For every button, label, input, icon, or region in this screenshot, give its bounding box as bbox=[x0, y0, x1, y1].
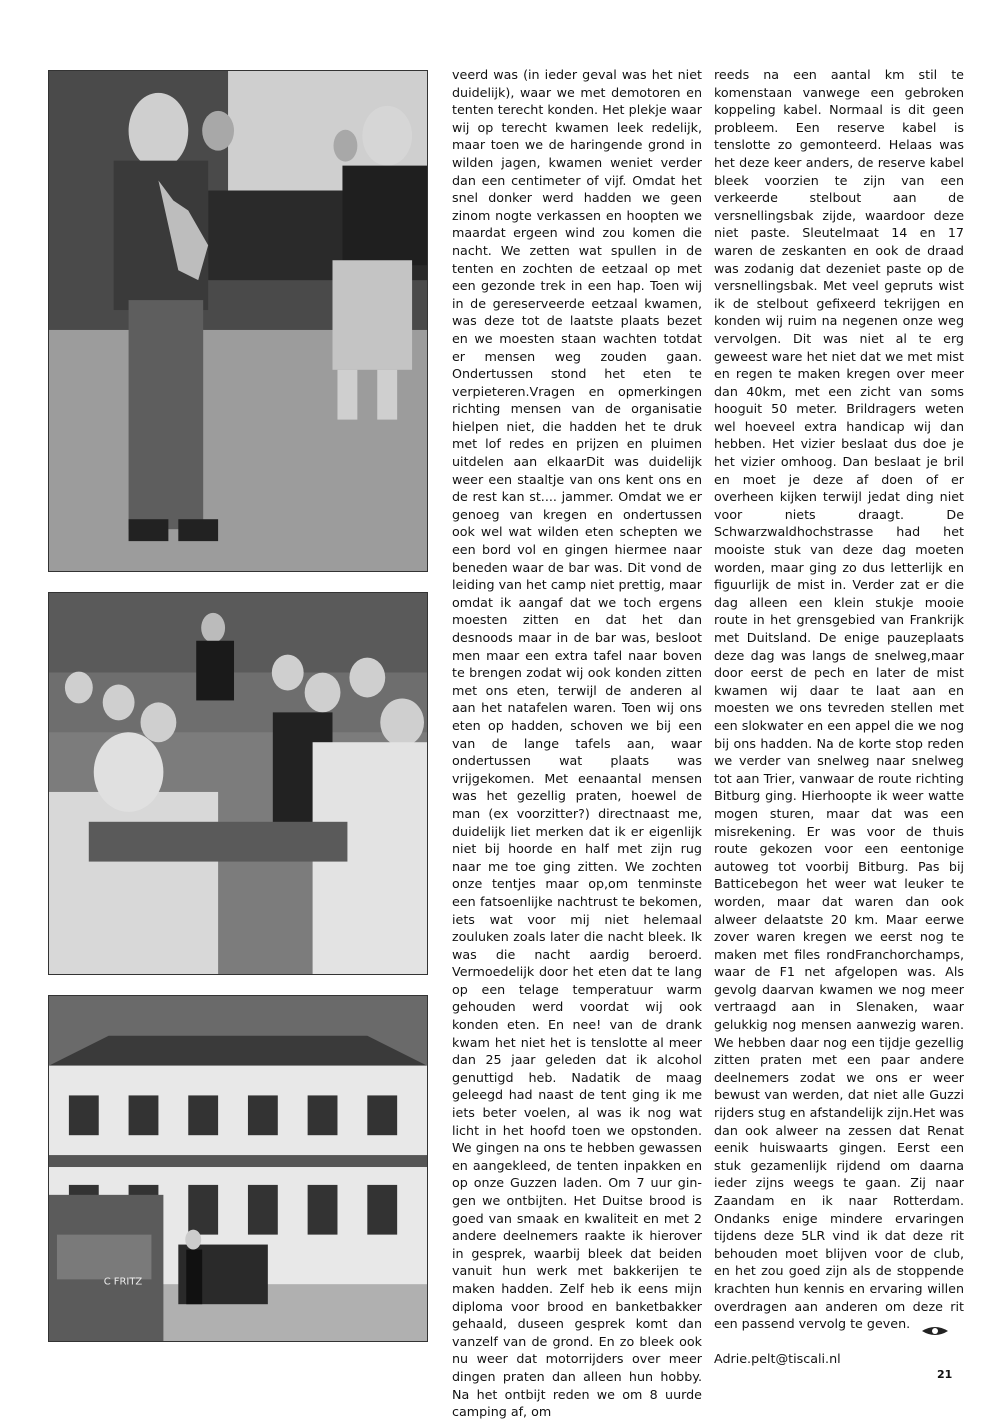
text-column-2 bbox=[714, 66, 964, 1367]
page-number: 21 bbox=[937, 1368, 953, 1381]
van-sign: C FRITZ bbox=[103, 1276, 143, 1288]
text-column-1 bbox=[452, 66, 702, 1420]
column-2-text: reeds na een aantal km stil te komenstaan vanwege een gebroken koppeling kabel. Normaal is dit geen probleem. Een reserve kabel is tenslotte zo gemonteerd. Helaas was het deze keer anders, de reserve kabel bleek voorzien te zijn van een verkeerde stelbout aan de versnellingsbak zijde, waardoor deze niet paste. Sleutelmaat 14 en 17 waren de zeskanten en ook de draad was zodanig dat dezeniet paste op de versnellingsbak. Met veel gepruts wist ik de stelbout gefixeerd tekrijgen en konden wij ruim na negenen onze weg vervolgen. Dit was niet al te erg geweest ware het niet dat we met mist en regen te maken kregen over meer dan 40km, met een zicht van soms hooguit 50 meter. Brildragers weten wel hoeveel extra handicap wij dan hebben. Het vizier beslaat dus doe je het vizier omhoog. Dan beslaat je bril en moet je deze af doen of er overheen kijken terwijl jedat ding niet voor niets draagt. De Schwarzwaldhochstrasse had het mooiste stuk van deze dag moeten worden, maar ging zo dus letterlijk en figuurlijk de mist in. Verder zat er die dag alleen een klein stukje mooie route in het grensgebied van Frankrijk met Duitsland. De enige pauzeplaats deze dag was langs de snelweg,maar door eerst de pech en later de mist kwamen wij daar te laat aan en moesten we ons tevreden stellen met een slokwater en een appel die we nog bij ons hadden. Na de korte stop reden we verder van snelweg naar snelweg tot aan Trier, vanwaar de route richting Bitburg ging. Hierhoopte ik weer watte mogen sturen, maar dat was een misrekening. Er was voor de thuis route gekozen voor een eentonige autoweg tot voorbij Bitburg. Pas bij Batticebegon het weer wat leuker te worden, maar dat waren dan ook alweer delaatste 20 km. Maar eerwe zover waren kregen we eerst nog te maken met files rondFranchorchamps, waar de F1 net afgelopen was. Als gevolg daarvan kwamen we nog meer vertraagd aan in Slenaken, waar gelukkig nog mensen aanwezig waren. We hebben daar nog een tijdje gezellig zitten praten met een paar andere deelnemers zodat we ons er weer bewust van werden, dat niet alle Guzzi rijders stug en afstandelijk zijn.Het was dan ook alweer na zessen dat Renat eenik huiswaarts gingen. Eerst een stuk gezamenlijk rijdend om daarna ieder zijns weegs te gaan. Zij naar Zaandam en ik naar Rotterdam. Ondanks enige mindere ervaringen tijdens deze 5LR vind ik dat deze rit behouden moet blijven voor de club, en het zou goed zijn als de stoppende krachten hun kennis en ervaring willen overdragen aan anderen om deze rit een passend vervolg te geven. bbox=[714, 67, 964, 1332]
club-logo-icon bbox=[921, 1325, 949, 1337]
column-1-text: veerd was (in ieder geval was het niet duidelijk), waar we met demotoren en tenten terecht konden. Het plekje waar wij op terecht kwamen leek redelijk, maar toen we de haringende grond in wilden jagen, kwamen weniet verder dan een centimeter of vijf. Omdat het snel donker werd hadden we geen zinom nogte verkassen en hoopten we maardat ergeen wind zou komen die nacht. We zetten wat spullen in de tenten en zochten de eetzaal op met een gezonde trek in een hap. Toen wij in de gereserveerde eetzaal kwamen, was deze tot de laatste plaats bezet en we moesten staan wachten totdat er mensen weg zouden gaan. Ondertussen stond het eten te verpieteren.Vragen en opmerkingen richting mensen van de organisatie hielpen niet, die hadden het te druk met lof redes en prijzen en pluimen uitdelen aan elkaarDit was duidelijk weer een staaltje van ons kent ons en de rest kan st.... jammer. Omdat we er genoeg van kregen en ondertussen ook wel wat wilden eten schepten we een bord vol en gingen hiermee naar beneden waar de bar was. Dit vond de leiding van het camp niet prettig, maar omdat ik aangaf dat we toch ergens moesten zitten en dat het dan desnoods maar in de bar was, besloot men maar een extra tafel naar boven te brengen zodat wij ook konden zitten met ons eten, terwijl de anderen al aan het natafelen waren. Toen wij ons eten op hadden, schoven we bij een van de lange tafels aan, waar ondertussen wat plaats was vrijgekomen. Met eenaantal mensen was het gezellig praten, hoewel de man (ex voorzitter?) directnaast me, duidelijk liet merken dat ik er eigenlijk niet bij hoorde en half met zijn rug naar me toe ging zitten. We zochten onze tentjes maar op,om tenminste een fatsoenlijke nachtrust te bekomen, iets wat voor mij niet helemaal zouluken zoals later die nacht bleek. Ik was die nacht aardig beroerd. Vermoedelijk door het eten dat te lang op een telage temperatuur warm gehouden werd voordat wij ook konden eten. En nee! van de drank kwam het niet het is tenslotte al meer dan 25 jaar geleden dat ik alcohol genuttigd heb. Nadatik de maag geleegd had naast de tent ging ik me iets beter voelen, al was ik nog wat licht in het hoofd toen we opstonden. We gingen na ons te hebben gewassen en aangekleed, de tenten inpakken en op onze Guzzen laden. Om 7 uur gin-gen we ontbijten. Het Duitse brood is goed van smaak en kwaliteit en met 2 andere deelnemers raakte ik hierover in gesprek, waarbij bleek dat beiden vanuit hun werk met bakkerijen te maken hadden. Zelf heb ik eens mijn diploma voor brood en banketbakker gehaald, duseen gesprek komt dan vanzelf van de grond. En zo bleek ook nu weer dat motorrijders over meer dingen praten dan alleen hun hobby. Na het ontbijt reden we om 8 uurde camping af, om bbox=[452, 67, 702, 1420]
author-email: Adrie.pelt@tiscali.nl bbox=[714, 1350, 841, 1366]
photo-hotel-building bbox=[48, 995, 428, 1342]
photo-dining-hall bbox=[48, 592, 428, 975]
photo-trophy-man bbox=[48, 70, 428, 572]
